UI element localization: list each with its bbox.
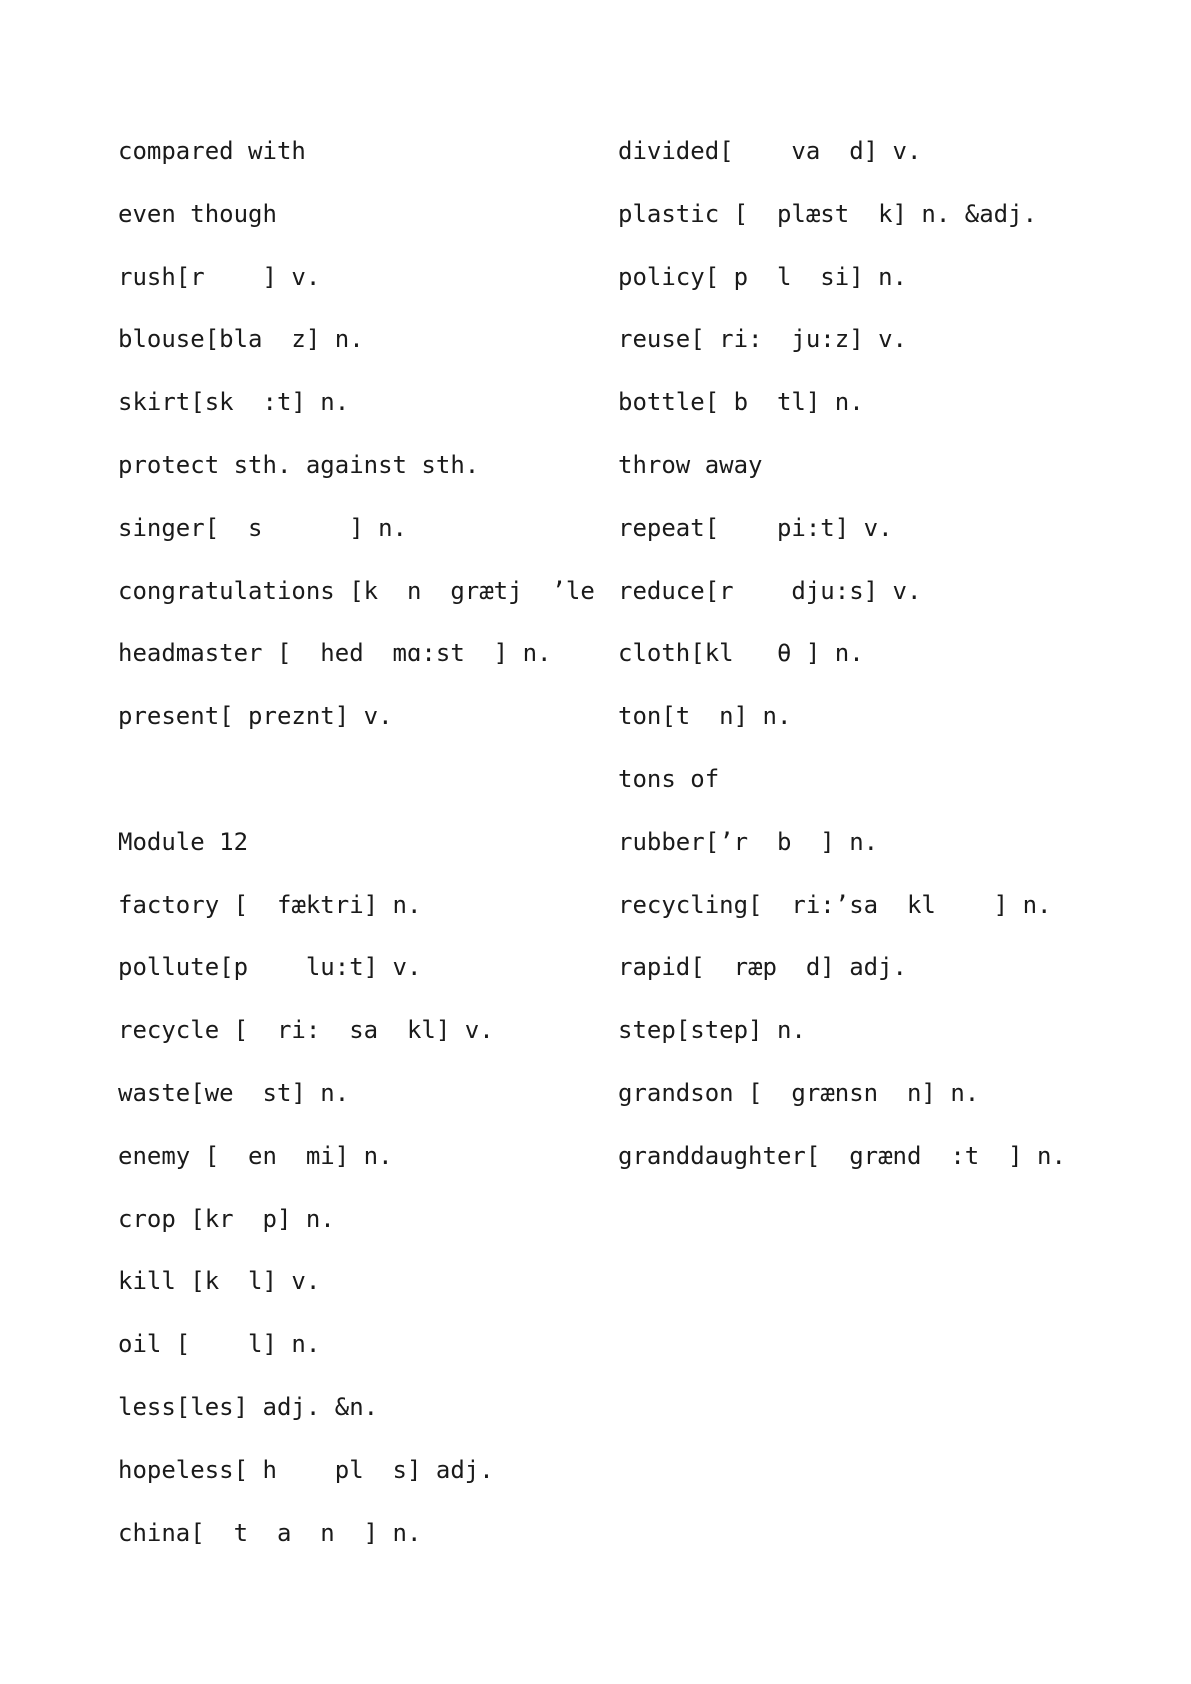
vocab-entry: congratulations [k n grætj ’le: [118, 576, 595, 605]
vocab-entry: crop [kr p] n.: [118, 1204, 335, 1233]
vocab-entry: hopeless[ h pl s] adj.: [118, 1455, 494, 1484]
vocab-entry: waste[we st] n.: [118, 1078, 350, 1107]
vocab-entry: oil [ l] n.: [118, 1330, 321, 1359]
vocab-entry: cloth[kl θ ] n.: [618, 639, 864, 668]
vocab-entry: factory [ fæktri] n.: [118, 890, 422, 919]
vocabulary-column-left: [118, 120, 638, 1564]
vocab-entry: compared with: [118, 137, 306, 165]
vocab-entry: blouse[bla z] n.: [118, 325, 364, 354]
vocab-entry: reduce[r dju:s] v.: [618, 576, 922, 605]
vocab-entry: rush[r ] v.: [118, 262, 321, 291]
vocab-entry: recycling[ ri:’sa kl ] n.: [618, 890, 1052, 919]
vocab-entry: policy[ p l si] n.: [618, 262, 907, 291]
vocab-entry: ton[t n] n.: [618, 702, 792, 731]
vocab-entry: skirt[sk :t] n.: [118, 388, 350, 417]
vocab-entry: granddaughter[ grænd :t ] n.: [618, 1141, 1066, 1170]
vocab-entry: throw away: [618, 450, 763, 479]
vocab-entry: less[les] adj. &n.: [118, 1392, 379, 1421]
vocab-entry: plastic [ plæst k] n. &adj.: [618, 199, 1038, 228]
vocab-entry: pollute[p lu:t] v.: [118, 953, 422, 982]
vocab-entry: step[step] n.: [618, 1016, 806, 1045]
vocab-entry: recycle [ ri: sa kl] v.: [118, 1016, 494, 1045]
vocab-entry: kill [k l] v.: [118, 1267, 321, 1296]
vocab-entry: grandson [ grænsn n] n.: [618, 1078, 980, 1107]
vocab-entry: bottle[ b tl] n.: [618, 388, 864, 417]
vocab-entry: rapid[ ræp d] adj.: [618, 953, 907, 982]
vocabulary-column-right: [618, 120, 1138, 1188]
vocab-entry: tons of: [618, 764, 720, 793]
vocab-entry: repeat[ pi:t] v.: [618, 513, 893, 542]
module-heading: Module 12: [118, 827, 249, 856]
vocab-entry: protect sth. against sth.: [118, 450, 480, 479]
vocab-entry: even though: [118, 199, 277, 228]
vocab-entry: headmaster [ hed mɑ:st ] n.: [118, 639, 552, 668]
vocab-entry: rubber[’r b ] n.: [618, 827, 879, 856]
vocab-entry: enemy [ en mi] n.: [118, 1141, 393, 1170]
blank-line: [118, 748, 638, 811]
vocab-entry: singer[ s ] n.: [118, 513, 407, 542]
vocab-entry: divided[ va d] v.: [618, 137, 922, 165]
vocab-entry: china[ t a n ] n.: [118, 1518, 422, 1547]
vocab-entry: present[ preznt] v.: [118, 702, 393, 731]
vocab-entry: reuse[ ri: ju:z] v.: [618, 325, 907, 354]
